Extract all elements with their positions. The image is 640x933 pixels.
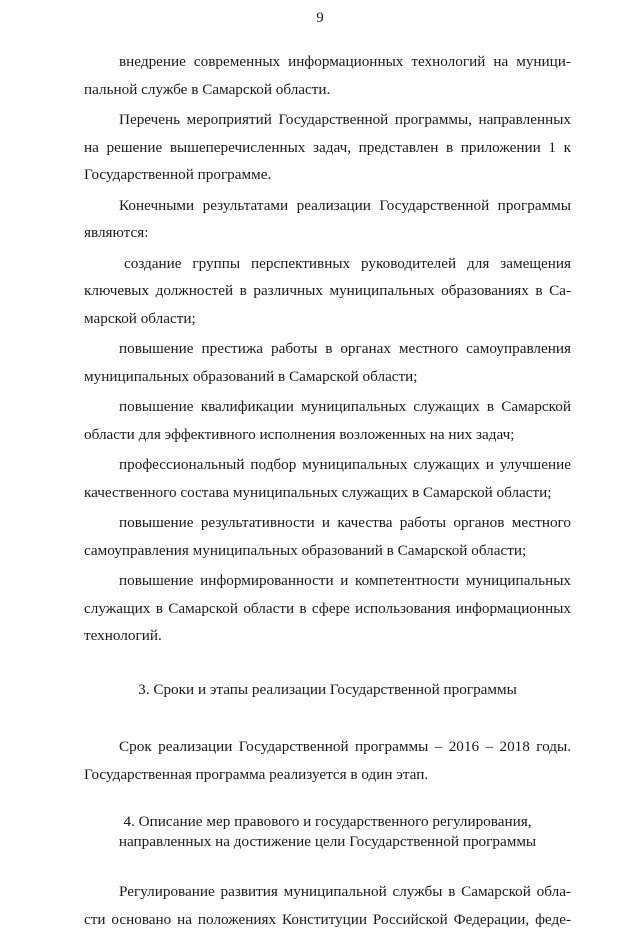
paragraph-10 [84,733,571,788]
text-line: повышение престижа работы в органах местного самоуправления [84,335,571,363]
text-line: Государственной программе. [84,161,571,189]
text-line: на решение вышеперечисленных задач, представлен в приложении 1 к [84,134,571,162]
text-line: самоуправления муниципальных образований в Самарской области; [84,537,571,565]
text-line: создание группы перспективных руководителей для замещения [84,250,571,278]
list-item [84,393,571,448]
text-line: Срок реализации Государственной программы – 2016 – 2018 годы. [84,733,571,761]
text-line: сти основано на положениях Конституции Российской Федерации, феде- [84,906,571,933]
paragraph-3 [84,192,571,247]
section-heading-3: 3. Сроки и этапы реализации Государственной программы [84,676,571,704]
paragraph-1 [84,48,571,103]
text-line: являются: [84,219,571,247]
text-line: качественного состава муниципальных служащих в Самарской области; [84,479,571,507]
heading-line: направленных на достижение цели Государственной программы [84,832,571,852]
text-line: служащих в Самарской области в сфере использования информационных [84,595,571,623]
list-item [84,250,571,333]
paragraph-11 [84,878,571,933]
text-line: ключевых должностей в различных муниципальных образованиях в Са- [84,277,571,305]
page-number: 9 [0,10,640,27]
text-line: пальной службе в Самарской области. [84,76,571,104]
text-line: муниципальных образований в Самарской области; [84,363,571,391]
text-line: профессиональный подбор муниципальных служащих и улучшение [84,451,571,479]
text-line: марской области; [84,305,571,333]
list-item [84,451,571,506]
list-item [84,335,571,390]
text-line: повышение информированности и компетентности муниципальных [84,567,571,595]
text-line: Перечень мероприятий Государственной программы, направленных [84,106,571,134]
paragraph-2 [84,106,571,189]
text-line: Конечными результатами реализации Государственной программы [84,192,571,220]
text-line: области для эффективного исполнения возложенных на них задач; [84,421,571,449]
section-heading-4 [84,812,571,852]
text-line: внедрение современных информационных технологий на муници- [84,48,571,76]
list-item [84,509,571,564]
text-line: технологий. [84,622,571,650]
text-line: Государственная программа реализуется в один этап. [84,761,571,789]
document-body [84,48,571,933]
text-line: Регулирование развития муниципальной службы в Самарской обла- [84,878,571,906]
text-line: повышение результативности и качества работы органов местного [84,509,571,537]
list-item [84,567,571,650]
text-line: повышение квалификации муниципальных служащих в Самарской [84,393,571,421]
heading-line: 4. Описание мер правового и государственного регулирования, [84,812,571,832]
